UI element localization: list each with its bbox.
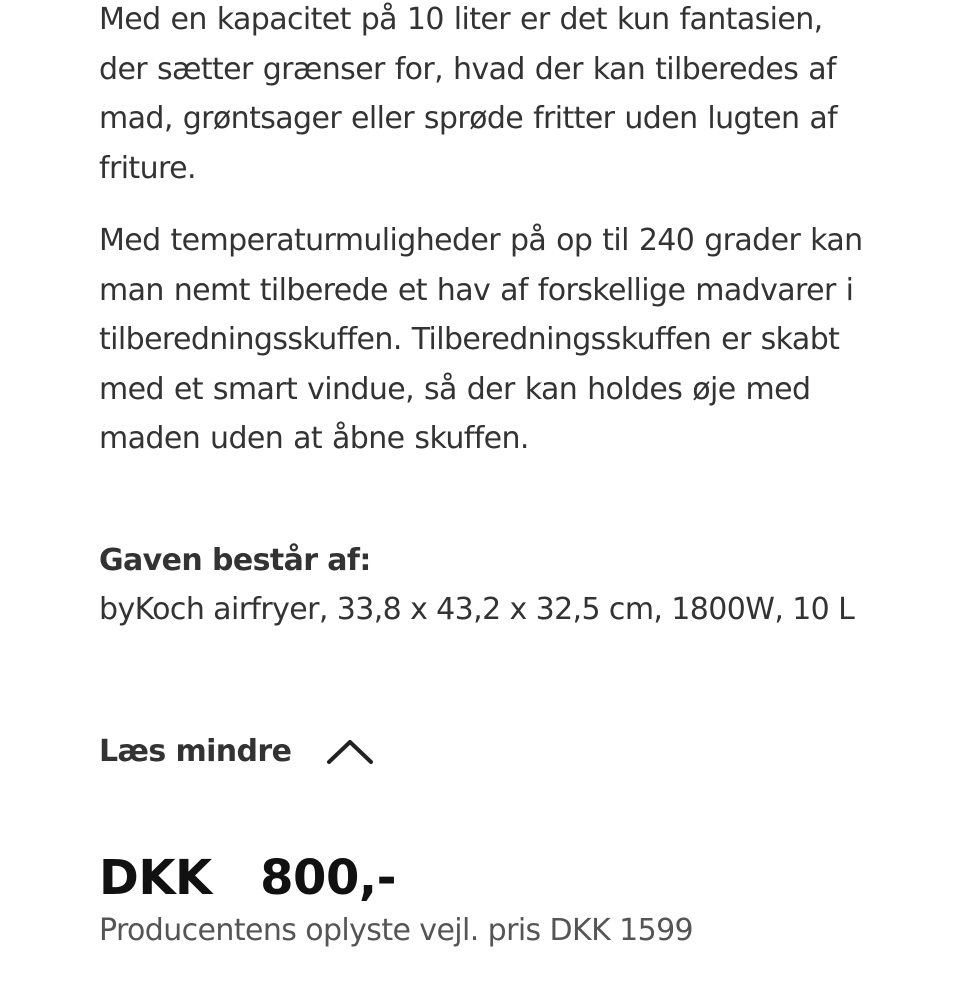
read-less-button[interactable] [99, 726, 375, 776]
chevron-up-icon [325, 736, 375, 766]
description-paragraph-1: Med en kapacitet på 10 liter er det kun fantasien, der sætter grænser for, hvad der kan tilberedes af mad, grøntsager eller sprøde fritter uden lugten af friture. [99, 2, 838, 186]
description-paragraph-2: Med temperaturmuligheder på op til 240 grader kan man nemt tilberede et hav af forskellige madvarer i tilberedningsskuffen. Tilberedningsskuffen er skabt med et smart vindue, så der kan holdes øje med maden uden at åbne skuffen. [99, 223, 863, 456]
gift-contents-heading: Gaven består af: [99, 543, 371, 578]
price: DKK 800,- [99, 850, 397, 906]
read-less-label: Læs mindre [99, 733, 292, 769]
recommended-price: Producentens oplyste vejl. pris DKK 1599 [99, 913, 694, 948]
gift-contents-text: byKoch airfryer, 33,8 x 43,2 x 32,5 cm, 1800W, 10 L [99, 592, 855, 627]
